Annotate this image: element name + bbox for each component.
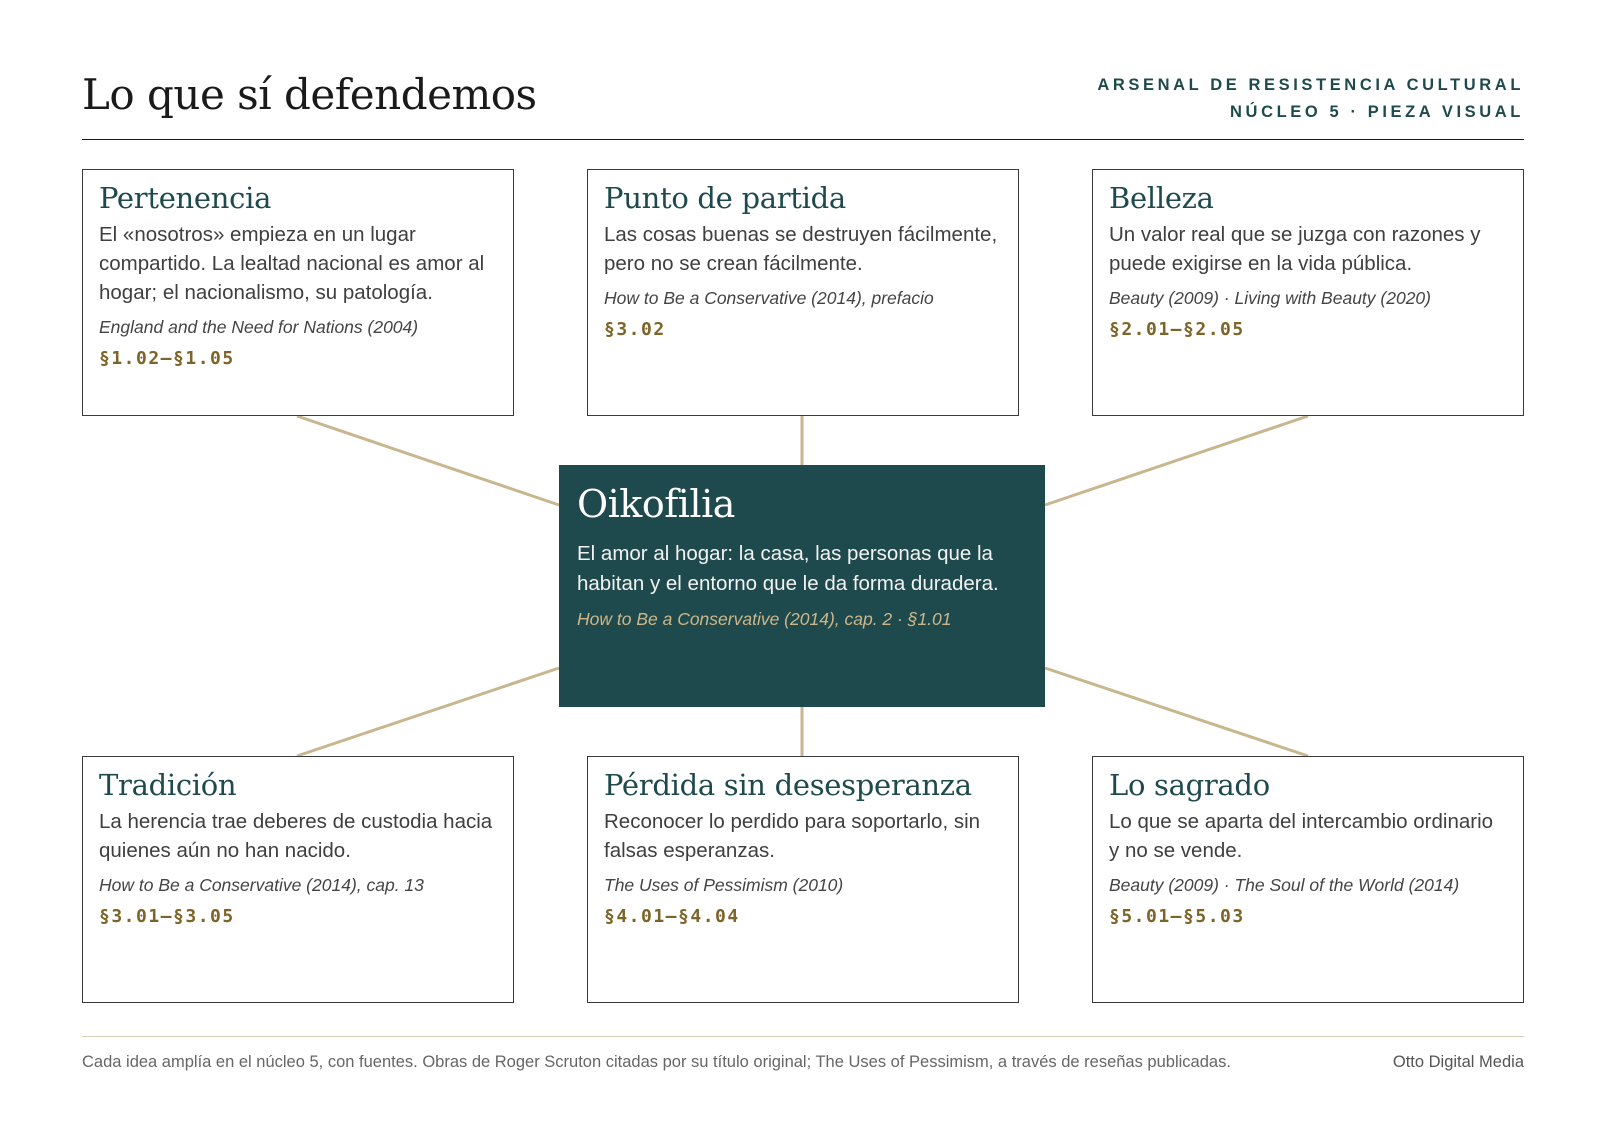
card-reference: §3.02 (604, 319, 666, 340)
card-source: Beauty (2009) · The Soul of the World (2014) (1109, 875, 1460, 895)
card-source: How to Be a Conservative (2014), cap. 13 (99, 875, 424, 895)
connector-tradicion (297, 668, 559, 756)
idea-card-perdida-sin-desesperanza (587, 756, 1019, 1003)
card-reference: §1.02–§1.05 (99, 348, 235, 369)
card-reference: §4.01–§4.04 (604, 906, 740, 927)
card-description: La herencia trae deberes de custodia hacia quienes aún no han nacido. (99, 810, 493, 862)
central-concept-source: How to Be a Conservative (2014), cap. 2 · §1.01 (577, 609, 952, 629)
idea-card-pertenencia (82, 169, 514, 416)
connector-belleza (1045, 416, 1308, 505)
card-description: El «nosotros» empieza en un lugar compartido. La lealtad nacional es amor al hogar; el nacionalismo, su patología. (99, 223, 485, 304)
card-source: How to Be a Conservative (2014), prefacio (604, 288, 934, 308)
card-source: The Uses of Pessimism (2010) (604, 875, 844, 895)
connector-pertenencia (297, 416, 559, 505)
footer-note: Cada idea amplía en el núcleo 5, con fuentes. Obras de Roger Scruton citadas por su título original; The Uses of Pessimism, a través de reseñas publicadas. (82, 1053, 1231, 1071)
card-description: Un valor real que se juzga con razones y puede exigirse en la vida pública. (1109, 223, 1481, 275)
connector-lo-sagrado (1045, 668, 1308, 756)
idea-card-belleza (1092, 169, 1524, 416)
idea-card-lo-sagrado (1092, 756, 1524, 1003)
card-reference: §5.01–§5.03 (1109, 906, 1245, 927)
series-label-line-1: ARSENAL DE RESISTENCIA CULTURAL (1097, 76, 1524, 94)
page-title: Lo que sí defendemos (82, 70, 537, 119)
card-reference: §2.01–§2.05 (1109, 319, 1245, 340)
card-title: Punto de partida (604, 181, 846, 215)
central-concept-title: Oikofilia (577, 482, 735, 526)
card-title: Belleza (1109, 181, 1214, 215)
card-title: Pérdida sin desesperanza (604, 768, 972, 802)
idea-card-tradicion (82, 756, 514, 1003)
card-title: Lo sagrado (1109, 768, 1270, 802)
card-source: England and the Need for Nations (2004) (99, 317, 419, 337)
card-title: Tradición (99, 768, 237, 802)
card-reference: §3.01–§3.05 (99, 906, 235, 927)
footer-brand: Otto Digital Media (1392, 1053, 1524, 1071)
card-description: Lo que se aparta del intercambio ordinario y no se vende. (1109, 810, 1494, 862)
card-title: Pertenencia (99, 181, 272, 215)
series-label-line-2: NÚCLEO 5 · PIEZA VISUAL (1230, 103, 1524, 121)
central-concept-description: El amor al hogar: la casa, las personas que la habitan y el entorno que le da forma duradera. (577, 542, 999, 595)
card-source: Beauty (2009) · Living with Beauty (2020) (1109, 288, 1431, 308)
central-concept-card (559, 465, 1045, 707)
idea-card-punto-de-partida (587, 169, 1019, 416)
footer-divider (82, 1036, 1524, 1037)
card-description: Reconocer lo perdido para soportarlo, sin falsas esperanzas. (604, 810, 981, 862)
card-description: Las cosas buenas se destruyen fácilmente, pero no se crean fácilmente. (604, 223, 998, 275)
